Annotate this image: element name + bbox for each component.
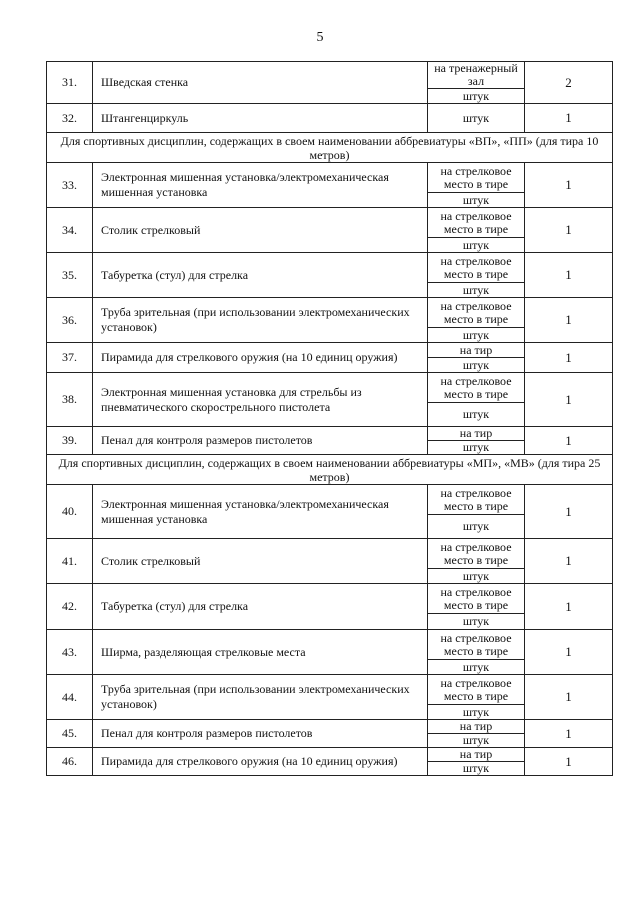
item-unit: на стрелковое место в тире (428, 675, 525, 705)
item-unit-sub: штук (428, 515, 525, 539)
item-unit-sub: штук (428, 403, 525, 427)
item-unit: на стрелковое место в тире (428, 539, 525, 569)
item-unit: на тир (428, 343, 525, 358)
section-heading: Для спортивных дисциплин, содержащих в своем наименовании аббревиатуры «ВП», «ПП» (для тира 10 метров) (47, 133, 613, 163)
table-row (47, 208, 613, 238)
item-number: 36. (47, 298, 93, 343)
item-unit-sub: штук (428, 238, 525, 253)
item-quantity: 1 (525, 630, 613, 675)
item-unit: на тир (428, 720, 525, 734)
item-quantity: 1 (525, 298, 613, 343)
table-row (47, 373, 613, 403)
item-unit-sub: штук (428, 441, 525, 455)
item-name: Труба зрительная (при использовании электромеханических установок) (93, 298, 428, 343)
item-unit-sub: штук (428, 734, 525, 748)
section-heading: Для спортивных дисциплин, содержащих в своем наименовании аббревиатуры «МП», «МВ» (для тира 25 метров) (47, 455, 613, 485)
item-number: 43. (47, 630, 93, 675)
table-row (47, 343, 613, 358)
item-unit: на тир (428, 748, 525, 762)
item-number: 34. (47, 208, 93, 253)
item-name: Труба зрительная (при использовании электромеханических установок) (93, 675, 428, 720)
item-unit: на стрелковое место в тире (428, 253, 525, 283)
table-row (47, 675, 613, 705)
item-quantity: 1 (525, 253, 613, 298)
item-unit-sub: штук (428, 89, 525, 104)
item-unit-sub: штук (428, 283, 525, 298)
table-row (47, 298, 613, 328)
item-unit: на стрелковое место в тире (428, 584, 525, 614)
item-unit: на стрелковое место в тире (428, 163, 525, 193)
item-name: Пирамида для стрелкового оружия (на 10 единиц оружия) (93, 748, 428, 776)
item-number: 44. (47, 675, 93, 720)
table-row (47, 630, 613, 660)
item-quantity: 1 (525, 485, 613, 539)
item-number: 32. (47, 104, 93, 133)
item-unit: на стрелковое место в тире (428, 630, 525, 660)
item-name: Столик стрелковый (93, 539, 428, 584)
item-name: Пенал для контроля размеров пистолетов (93, 427, 428, 455)
item-number: 35. (47, 253, 93, 298)
item-unit: на стрелковое место в тире (428, 373, 525, 403)
item-unit-sub: штук (428, 358, 525, 373)
item-unit-sub: штук (428, 762, 525, 776)
section-row (47, 133, 613, 163)
item-number: 45. (47, 720, 93, 748)
item-quantity: 1 (525, 748, 613, 776)
item-name: Ширма, разделяющая стрелковые места (93, 630, 428, 675)
item-unit: на тренажерный зал (428, 62, 525, 89)
item-quantity: 1 (525, 163, 613, 208)
table-row (47, 539, 613, 569)
item-number: 42. (47, 584, 93, 630)
item-quantity: 1 (525, 373, 613, 427)
table-row (47, 163, 613, 193)
item-number: 33. (47, 163, 93, 208)
section-row (47, 455, 613, 485)
item-number: 37. (47, 343, 93, 373)
item-quantity: 2 (525, 62, 613, 104)
equipment-table (46, 61, 613, 776)
item-name: Табуретка (стул) для стрелка (93, 253, 428, 298)
item-quantity: 1 (525, 208, 613, 253)
item-unit-sub: штук (428, 569, 525, 584)
item-number: 39. (47, 427, 93, 455)
item-number: 31. (47, 62, 93, 104)
table-row (47, 62, 613, 89)
item-name: Пенал для контроля размеров пистолетов (93, 720, 428, 748)
item-name: Электронная мишенная установка для стрельбы из пневматического скорострельного пистолета (93, 373, 428, 427)
item-number: 38. (47, 373, 93, 427)
item-quantity: 1 (525, 343, 613, 373)
item-name: Электронная мишенная установка/электромеханическая мишенная установка (93, 485, 428, 539)
item-unit: на тир (428, 427, 525, 441)
item-quantity: 1 (525, 427, 613, 455)
item-quantity: 1 (525, 539, 613, 584)
item-name: Шведская стенка (93, 62, 428, 104)
item-name: Табуретка (стул) для стрелка (93, 584, 428, 630)
item-unit-sub: штук (428, 660, 525, 675)
item-name: Пирамида для стрелкового оружия (на 10 единиц оружия) (93, 343, 428, 373)
item-quantity: 1 (525, 584, 613, 630)
item-quantity: 1 (525, 675, 613, 720)
table-row (47, 104, 613, 133)
page-number: 5 (316, 30, 324, 45)
item-unit-sub: штук (428, 193, 525, 208)
item-quantity: 1 (525, 720, 613, 748)
item-name: Столик стрелковый (93, 208, 428, 253)
table-row (47, 720, 613, 734)
item-unit-sub: штук (428, 705, 525, 720)
item-unit: на стрелковое место в тире (428, 485, 525, 515)
table-row (47, 485, 613, 515)
item-unit: на стрелковое место в тире (428, 298, 525, 328)
item-quantity: 1 (525, 104, 613, 133)
table-row (47, 427, 613, 441)
table-row (47, 253, 613, 283)
table-row (47, 584, 613, 614)
table-row (47, 748, 613, 762)
item-unit-sub: штук (428, 614, 525, 630)
item-number: 40. (47, 485, 93, 539)
item-number: 46. (47, 748, 93, 776)
item-unit: на стрелковое место в тире (428, 208, 525, 238)
item-number: 41. (47, 539, 93, 584)
item-name: Штангенциркуль (93, 104, 428, 133)
item-name: Электронная мишенная установка/электромеханическая мишенная установка (93, 163, 428, 208)
item-unit: штук (428, 104, 525, 133)
item-unit-sub: штук (428, 328, 525, 343)
